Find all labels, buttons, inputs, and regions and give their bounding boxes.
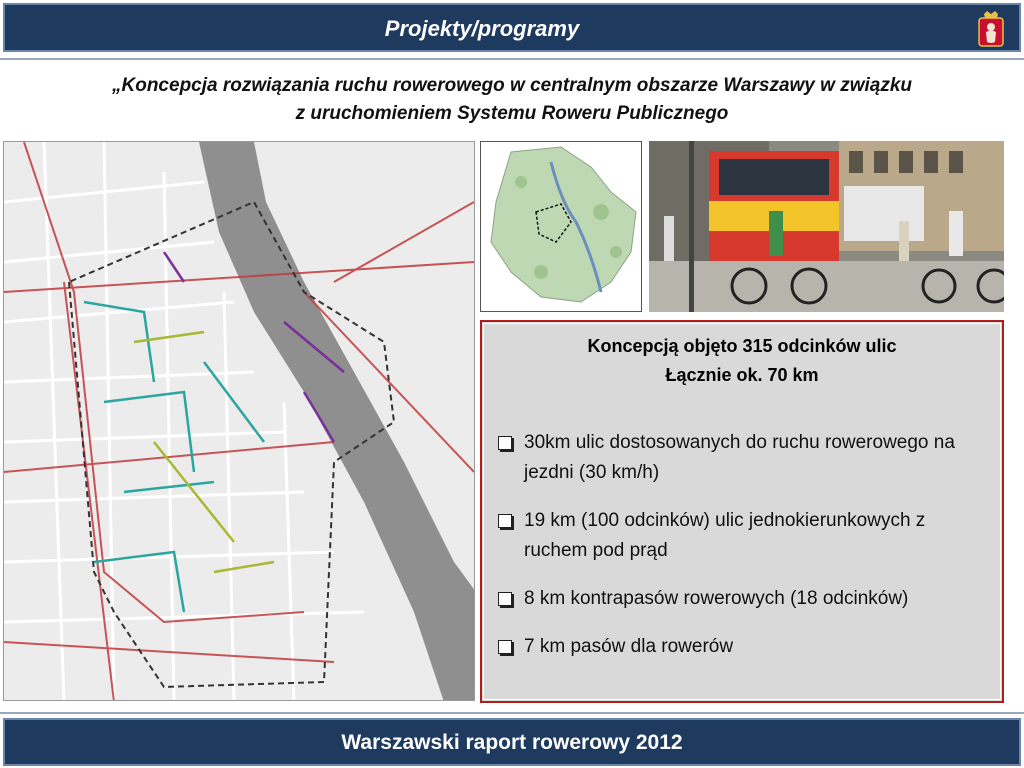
warsaw-overview-map (480, 141, 642, 312)
central-warsaw-bike-network-map (3, 141, 475, 701)
info-box (480, 320, 1004, 703)
list-item (494, 584, 988, 614)
info-heading-line-2: Łącznie ok. 70 km (665, 365, 819, 385)
list-item-text: 7 km pasów dla rowerów (524, 636, 734, 657)
header-divider (0, 58, 1024, 60)
info-heading-line-1: Koncepcją objęto 315 odcinków ulic (587, 336, 897, 356)
checkbox-bullet-icon (498, 436, 512, 450)
list-item (494, 428, 988, 488)
list-item (494, 506, 988, 566)
overview-map-graphic (481, 142, 641, 311)
footer-bar (3, 718, 1021, 766)
header-title: Projekty/programy (384, 16, 580, 41)
info-bullet-list (494, 428, 988, 680)
footer-title: Warszawski raport rowerowy 2012 (341, 731, 683, 754)
street-photo-graphic (649, 141, 1004, 312)
map-graphic (4, 142, 475, 701)
info-heading (482, 332, 1002, 390)
header-bar (3, 3, 1021, 52)
slide-subtitle (30, 72, 994, 128)
footer-divider (0, 712, 1024, 714)
warsaw-coat-of-arms-icon (977, 10, 1005, 48)
list-item (494, 632, 988, 662)
subtitle-line-1: „Koncepcja rozwiązania ruchu rowerowego w centralnym obszarze Warszawy w związku (112, 75, 912, 96)
subtitle-line-2: z uruchomieniem Systemu Roweru Publicznego (295, 103, 729, 124)
list-item-text: 19 km (100 odcinków) ulic jednokierunkowych z ruchem pod prąd (524, 510, 926, 561)
checkbox-bullet-icon (498, 592, 512, 606)
checkbox-bullet-icon (498, 640, 512, 654)
list-item-text: 8 km kontrapasów rowerowych (18 odcinków) (524, 588, 909, 609)
list-item-text: 30km ulic dostosowanych do ruchu rowerowego na jezdni (30 km/h) (524, 432, 955, 483)
checkbox-bullet-icon (498, 514, 512, 528)
street-photo-tram-cyclists (649, 141, 1004, 312)
